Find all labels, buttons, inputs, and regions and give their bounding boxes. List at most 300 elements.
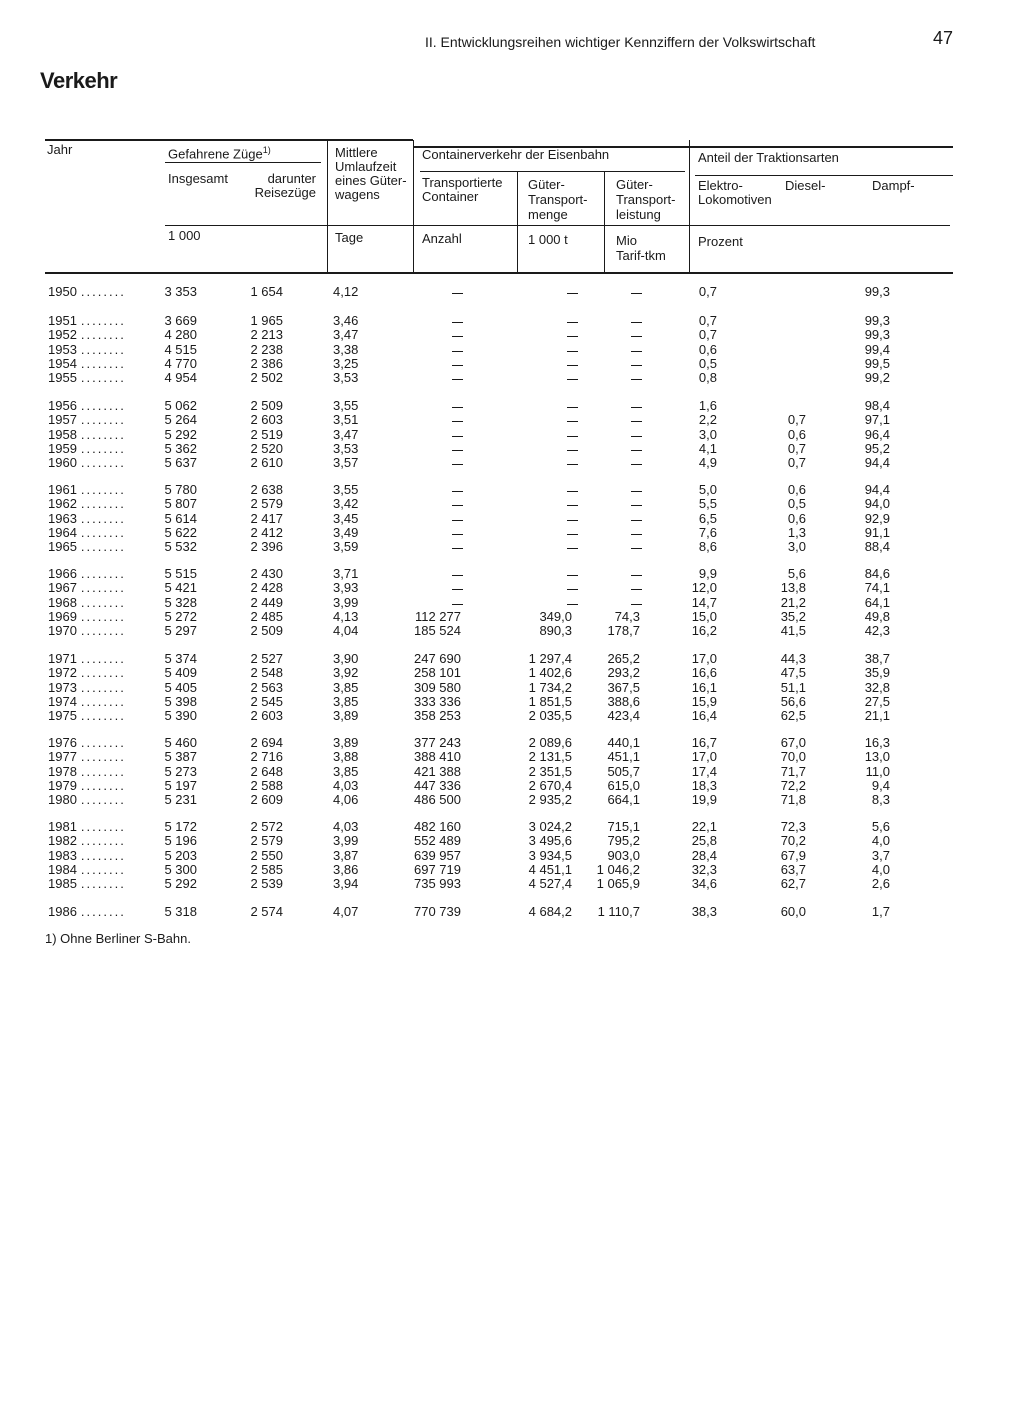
footnote: 1) Ohne Berliner S-Bahn. (45, 931, 191, 946)
cell-umlauf: 4,03 (333, 819, 359, 834)
cell-menge: 2 035,5 (528, 708, 572, 723)
cell-dampf: 64,1 (864, 595, 890, 610)
cell-elektro: 16,1 (691, 680, 717, 695)
darunter-line-1: darunter (267, 171, 316, 186)
cell-dampf: 16,3 (864, 735, 890, 750)
cell-cont (452, 525, 463, 540)
cell-reise: 2 603 (250, 412, 283, 427)
cell-cont: 258 101 (414, 665, 461, 680)
cell-diesel: 62,5 (780, 708, 806, 723)
umlauf-line-1: Mittlere (335, 145, 378, 160)
cell-cont: 697 719 (414, 862, 461, 877)
cell-dampf: 94,0 (864, 496, 890, 511)
cell-reise: 2 609 (250, 792, 283, 807)
cell-elektro: 0,7 (698, 284, 717, 299)
gtl-line-1: Güter- (616, 177, 653, 192)
cell-dampf: 99,3 (864, 284, 890, 299)
leader-dots: ........ (80, 313, 126, 328)
cell-leist: 715,1 (607, 819, 640, 834)
cell-reise: 2 585 (250, 862, 283, 877)
cell-leist: 440,1 (607, 735, 640, 750)
cell-umlauf: 3,46 (333, 313, 359, 328)
cell-menge: 890,3 (539, 623, 572, 638)
leader-dots: ........ (80, 609, 126, 624)
year-value: 1955 (48, 370, 77, 385)
col-header-containerverkehr: Containerverkehr der Eisenbahn (422, 147, 610, 162)
cell-reise: 2 579 (250, 833, 283, 848)
cell-reise: 2 527 (250, 651, 283, 666)
cell-ins: 5 292 (164, 876, 197, 891)
col-header-elektro (698, 179, 772, 207)
container-rule (420, 171, 685, 172)
gtl-line-2: Transport- (616, 192, 676, 207)
cell-dampf: 4,0 (871, 833, 890, 848)
year-value: 1986 (48, 904, 77, 919)
cell-leist: 367,5 (607, 680, 640, 695)
cell-menge: 1 402,6 (528, 665, 572, 680)
year-value: 1970 (48, 623, 77, 638)
leader-dots: ........ (80, 792, 126, 807)
cell-cont (452, 342, 463, 357)
cell-ins: 5 460 (164, 735, 197, 750)
cell-cont: 486 500 (414, 792, 461, 807)
cell-umlauf: 3,94 (333, 876, 359, 891)
cell-umlauf: 3,92 (333, 665, 359, 680)
year-value: 1969 (48, 609, 77, 624)
cell-dampf: 32,8 (864, 680, 890, 695)
cell-elektro: 4,1 (698, 441, 717, 456)
cell-diesel: 0,7 (787, 455, 806, 470)
darunter-line-2: Reisezüge (254, 185, 316, 200)
cell-diesel: 13,8 (780, 580, 806, 595)
cell-menge (567, 356, 578, 371)
cell-umlauf: 3,55 (333, 398, 359, 413)
cell-diesel: 21,2 (780, 595, 806, 610)
cell-menge: 2 131,5 (528, 749, 572, 764)
cell-elektro: 16,4 (691, 708, 717, 723)
gtl-line-3: leistung (616, 207, 661, 222)
year-value: 1983 (48, 848, 77, 863)
unit-1000t: 1 000 t (528, 232, 568, 247)
cell-leist: 423,4 (607, 708, 640, 723)
cell-leist: 451,1 (607, 749, 640, 764)
cell-cont: 185 524 (414, 623, 461, 638)
cell-leist: 74,3 (614, 609, 640, 624)
cell-reise: 2 588 (250, 778, 283, 793)
year-value: 1977 (48, 749, 77, 764)
cell-reise: 1 654 (250, 284, 283, 299)
cell-reise: 2 648 (250, 764, 283, 779)
cell-umlauf: 3,47 (333, 327, 359, 342)
cell-elektro: 16,2 (691, 623, 717, 638)
cell-leist: 178,7 (607, 623, 640, 638)
cell-umlauf: 3,71 (333, 566, 359, 581)
cell-cont: 377 243 (414, 735, 461, 750)
year-value: 1957 (48, 412, 77, 427)
cell-dampf: 35,9 (864, 665, 890, 680)
year-value: 1972 (48, 665, 77, 680)
leader-dots: ........ (80, 848, 126, 863)
cell-leist: 664,1 (607, 792, 640, 807)
col-header-gefahrene-zuege (168, 143, 271, 161)
year-value: 1978 (48, 764, 77, 779)
cell-dampf: 94,4 (864, 455, 890, 470)
cell-elektro: 2,2 (698, 412, 717, 427)
cell-menge (567, 398, 578, 413)
cell-umlauf: 3,85 (333, 680, 359, 695)
tc-line-2: Container (422, 189, 479, 204)
leader-dots: ........ (80, 819, 126, 834)
year-value: 1980 (48, 792, 77, 807)
cell-elektro: 15,0 (691, 609, 717, 624)
leader-dots: ........ (80, 284, 126, 299)
cell-cont (452, 539, 463, 554)
year-value: 1966 (48, 566, 77, 581)
umlauf-line-2: Umlaufzeit (335, 159, 397, 174)
cell-diesel: 72,3 (780, 819, 806, 834)
vline-1 (327, 140, 328, 272)
leader-dots: ........ (80, 580, 126, 595)
cell-elektro: 7,6 (698, 525, 717, 540)
cell-reise: 2 716 (250, 749, 283, 764)
cell-menge: 3 024,2 (528, 819, 572, 834)
cell-dampf: 92,9 (864, 511, 890, 526)
cell-cont: 333 336 (414, 694, 461, 709)
cell-dampf: 96,4 (864, 427, 890, 442)
cell-umlauf: 3,38 (333, 342, 359, 357)
cell-umlauf: 3,85 (333, 694, 359, 709)
cell-reise: 2 579 (250, 496, 283, 511)
leader-dots: ........ (80, 539, 126, 554)
cell-leist: 795,2 (607, 833, 640, 848)
cell-reise: 2 610 (250, 455, 283, 470)
cell-reise: 2 539 (250, 876, 283, 891)
cell-menge (567, 580, 578, 595)
cell-diesel: 51,1 (780, 680, 806, 695)
umlauf-line-3: eines Güter- (335, 173, 407, 188)
cell-cont (452, 370, 463, 385)
cell-reise: 2 572 (250, 819, 283, 834)
cell-reise: 2 509 (250, 398, 283, 413)
cell-diesel: 0,5 (787, 496, 806, 511)
cell-diesel: 47,5 (780, 665, 806, 680)
cell-menge (567, 427, 578, 442)
cell-dampf: 99,3 (864, 313, 890, 328)
cell-reise: 2 603 (250, 708, 283, 723)
cell-diesel: 67,0 (780, 735, 806, 750)
cell-elektro: 9,9 (698, 566, 717, 581)
col-header-insgesamt: Insgesamt (168, 171, 228, 186)
cell-reise: 2 519 (250, 427, 283, 442)
cell-umlauf: 4,03 (333, 778, 359, 793)
cell-elektro: 8,6 (698, 539, 717, 554)
vline-5 (689, 140, 690, 272)
cell-menge: 4 527,4 (528, 876, 572, 891)
cell-reise: 2 694 (250, 735, 283, 750)
cell-diesel: 70,0 (780, 749, 806, 764)
cell-dampf: 91,1 (864, 525, 890, 540)
cell-umlauf: 3,49 (333, 525, 359, 540)
year-value: 1968 (48, 595, 77, 610)
cell-dampf: 1,7 (871, 904, 890, 919)
gtm-line-2: Transport- (528, 192, 588, 207)
unit-1000: 1 000 (168, 228, 201, 243)
cell-reise: 2 213 (250, 327, 283, 342)
cell-dampf: 74,1 (864, 580, 890, 595)
gtm-line-3: menge (528, 207, 568, 222)
leader-dots: ........ (80, 735, 126, 750)
cell-menge: 4 684,2 (528, 904, 572, 919)
cell-umlauf: 3,25 (333, 356, 359, 371)
col-header-diesel: Diesel- (785, 178, 826, 193)
cell-diesel: 56,6 (780, 694, 806, 709)
cell-umlauf: 3,86 (333, 862, 359, 877)
cell-leist: 265,2 (607, 651, 640, 666)
leader-dots: ........ (80, 904, 126, 919)
table-top-rule (45, 139, 413, 141)
year-value: 1981 (48, 819, 77, 834)
year-value: 1963 (48, 511, 77, 526)
cell-leist: 388,6 (607, 694, 640, 709)
cell-cont (452, 455, 463, 470)
leader-dots: ........ (80, 764, 126, 779)
cell-cont (452, 398, 463, 413)
cell-menge: 1 734,2 (528, 680, 572, 695)
unit-anzahl: Anzahl (422, 231, 462, 246)
leader-dots: ........ (80, 665, 126, 680)
cell-diesel: 44,3 (780, 651, 806, 666)
cell-elektro: 17,4 (691, 764, 717, 779)
cell-elektro: 0,7 (698, 313, 717, 328)
cell-menge (567, 482, 578, 497)
cell-elektro: 32,3 (691, 862, 717, 877)
cell-ins: 3 669 (164, 313, 197, 328)
cell-umlauf: 3,85 (333, 764, 359, 779)
leader-dots: ........ (80, 482, 126, 497)
cell-dampf: 21,1 (864, 708, 890, 723)
cell-menge: 3 934,5 (528, 848, 572, 863)
cell-diesel: 0,6 (787, 427, 806, 442)
year-value: 1952 (48, 327, 77, 342)
cell-dampf: 2,6 (871, 876, 890, 891)
cell-cont (452, 595, 463, 610)
cell-elektro: 3,0 (698, 427, 717, 442)
col-header-dampf: Dampf- (872, 178, 915, 193)
cell-elektro: 17,0 (691, 651, 717, 666)
cell-umlauf: 3,90 (333, 651, 359, 666)
leader-dots: ........ (80, 778, 126, 793)
cell-menge: 2 351,5 (528, 764, 572, 779)
cell-menge: 1 851,5 (528, 694, 572, 709)
cell-ins: 5 197 (164, 778, 197, 793)
cell-cont (452, 580, 463, 595)
cell-ins: 5 203 (164, 848, 197, 863)
cell-diesel: 72,2 (780, 778, 806, 793)
cell-reise: 1 965 (250, 313, 283, 328)
units-rule (165, 225, 950, 226)
year-value: 1964 (48, 525, 77, 540)
cell-cont (452, 496, 463, 511)
cell-ins: 5 264 (164, 412, 197, 427)
cell-cont (452, 441, 463, 456)
year-value: 1950 (48, 284, 77, 299)
umlauf-line-4: wagens (335, 187, 380, 202)
cell-umlauf: 3,42 (333, 496, 359, 511)
cell-dampf: 42,3 (864, 623, 890, 638)
cell-diesel: 41,5 (780, 623, 806, 638)
cell-dampf: 8,3 (871, 792, 890, 807)
elektro-line-2: Lokomotiven (698, 192, 772, 207)
cell-umlauf: 4,07 (333, 904, 359, 919)
unit-tage: Tage (335, 230, 364, 245)
cell-menge: 1 297,4 (528, 651, 572, 666)
cell-elektro: 5,5 (698, 496, 717, 511)
cell-elektro: 19,9 (691, 792, 717, 807)
cell-ins: 5 273 (164, 764, 197, 779)
cell-cont: 447 336 (414, 778, 461, 793)
year-value: 1959 (48, 441, 77, 456)
cell-menge: 2 935,2 (528, 792, 572, 807)
cell-elektro: 15,9 (691, 694, 717, 709)
year-value: 1953 (48, 342, 77, 357)
cell-elektro: 28,4 (691, 848, 717, 863)
cell-ins: 4 280 (164, 327, 197, 342)
cell-umlauf: 3,45 (333, 511, 359, 526)
cell-diesel: 5,6 (787, 566, 806, 581)
cell-dampf: 38,7 (864, 651, 890, 666)
vline-2 (413, 140, 414, 272)
cell-ins: 5 622 (164, 525, 197, 540)
cell-ins: 5 387 (164, 749, 197, 764)
col-header-transportmenge (528, 177, 587, 222)
cell-menge: 2 089,6 (528, 735, 572, 750)
year-value: 1960 (48, 455, 77, 470)
cell-menge (567, 313, 578, 328)
leader-dots: ........ (80, 680, 126, 695)
col-header-jahr: Jahr (47, 142, 73, 157)
cell-ins: 5 362 (164, 441, 197, 456)
cell-menge: 349,0 (539, 609, 572, 624)
unit-tarif-tkm: Tarif-tkm (616, 248, 666, 263)
cell-menge (567, 539, 578, 554)
leader-dots: ........ (80, 327, 126, 342)
cell-reise: 2 548 (250, 665, 283, 680)
leader-dots: ........ (80, 342, 126, 357)
cell-dampf: 99,2 (864, 370, 890, 385)
cell-dampf: 88,4 (864, 539, 890, 554)
cell-leist: 505,7 (607, 764, 640, 779)
cell-diesel: 3,0 (787, 539, 806, 554)
cell-diesel: 35,2 (780, 609, 806, 624)
cell-ins: 5 297 (164, 623, 197, 638)
unit-prozent: Prozent (698, 234, 743, 249)
cell-ins: 5 421 (164, 580, 197, 595)
cell-reise: 2 550 (250, 848, 283, 863)
elektro-line-1: Elektro- (698, 178, 743, 193)
cell-reise: 2 428 (250, 580, 283, 595)
cell-reise: 2 509 (250, 623, 283, 638)
year-value: 1984 (48, 862, 77, 877)
zuege-rule (165, 162, 321, 163)
year-value: 1971 (48, 651, 77, 666)
running-title: II. Entwicklungsreihen wichtiger Kennziffern der Volkswirtschaft (425, 34, 816, 50)
cell-umlauf: 4,12 (333, 284, 359, 299)
cell-cont: 388 410 (414, 749, 461, 764)
cell-diesel: 70,2 (780, 833, 806, 848)
cell-ins: 5 614 (164, 511, 197, 526)
cell-reise: 2 430 (250, 566, 283, 581)
col-header-transportierte-container (422, 176, 502, 204)
cell-ins: 5 409 (164, 665, 197, 680)
cell-umlauf: 3,87 (333, 848, 359, 863)
cell-menge (567, 284, 578, 299)
cell-umlauf: 3,89 (333, 735, 359, 750)
cell-dampf: 98,4 (864, 398, 890, 413)
cell-diesel: 67,9 (780, 848, 806, 863)
year-value: 1979 (48, 778, 77, 793)
cell-diesel: 60,0 (780, 904, 806, 919)
cell-ins: 4 770 (164, 356, 197, 371)
cell-dampf: 4,0 (871, 862, 890, 877)
cell-dampf: 11,0 (865, 764, 890, 779)
cell-leist: 293,2 (607, 665, 640, 680)
cell-reise: 2 396 (250, 539, 283, 554)
cell-elektro: 22,1 (691, 819, 717, 834)
year-value: 1985 (48, 876, 77, 891)
cell-umlauf: 3,88 (333, 749, 359, 764)
cell-elektro: 4,9 (698, 455, 717, 470)
cell-menge (567, 511, 578, 526)
cell-leist: 903,0 (607, 848, 640, 863)
col-header-transportleistung (616, 177, 675, 222)
year-value: 1965 (48, 539, 77, 554)
cell-ins: 5 532 (164, 539, 197, 554)
cell-ins: 5 318 (164, 904, 197, 919)
cell-umlauf: 4,13 (333, 609, 359, 624)
cell-cont: 421 388 (414, 764, 461, 779)
cell-leist: 615,0 (607, 778, 640, 793)
year-value: 1956 (48, 398, 77, 413)
year-value: 1962 (48, 496, 77, 511)
leader-dots: ........ (80, 356, 126, 371)
cell-cont: 247 690 (414, 651, 461, 666)
cell-ins: 5 272 (164, 609, 197, 624)
vline-4 (604, 172, 605, 272)
cell-menge (567, 327, 578, 342)
cell-cont (452, 356, 463, 371)
cell-cont: 770 739 (414, 904, 461, 919)
cell-reise: 2 386 (250, 356, 283, 371)
cell-ins: 5 405 (164, 680, 197, 695)
unit-mio-tarif-tkm (616, 233, 666, 263)
cell-ins: 5 515 (164, 566, 197, 581)
cell-elektro: 25,8 (691, 833, 717, 848)
cell-umlauf: 3,99 (333, 833, 359, 848)
cell-dampf: 5,6 (871, 819, 890, 834)
cell-ins: 5 637 (164, 455, 197, 470)
cell-elektro: 12,0 (691, 580, 717, 595)
page-number: 47 (933, 28, 954, 48)
year-value: 1967 (48, 580, 77, 595)
leader-dots: ........ (80, 511, 126, 526)
year-value: 1961 (48, 482, 77, 497)
cell-diesel: 63,7 (780, 862, 806, 877)
cell-ins: 5 292 (164, 427, 197, 442)
cell-umlauf: 3,57 (333, 455, 359, 470)
cell-reise: 2 485 (250, 609, 283, 624)
year-value: 1951 (48, 313, 77, 328)
cell-reise: 2 417 (250, 511, 283, 526)
